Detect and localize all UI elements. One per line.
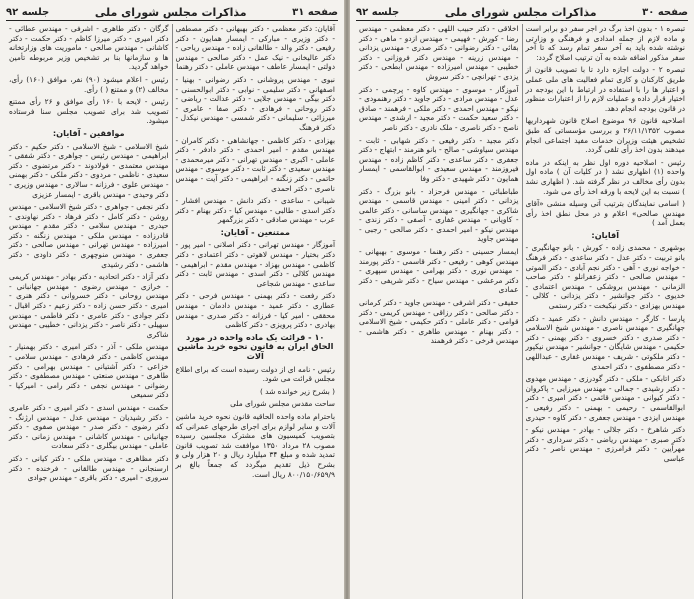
left-page-col-left: [6, 24, 173, 599]
text-paragraph: رئیس - نامه ای از دولت رسیده است که برای اطلاع مجلس قرائت می شود.: [175, 364, 335, 384]
left-page: [0, 0, 344, 599]
section-heading: موافقین - آقایان:: [52, 127, 125, 138]
left-page-number: صفحه ۳۱: [292, 6, 338, 18]
text-paragraph: آموزگار - مهندس تهرانی - دکتر اصلانی - امیر پور - دکتر بختیار - مهندس لاهوتی - دکتر اعتمادی - دکتر کاظمی - مهندس بهزاد - مهندس مقدم - ابراهیمی - مهندس کلالی - دکتر اسدی - مهندس ثابت - دکتر ساعدی - مهندس شجاعی: [175, 240, 335, 288]
text-paragraph: دکتر اتابکی - ملکی - دکتر گودرزی - مهندس مهدوی - دکتر رشیدی - جمالی - مهندس میرزایی - پاکروان - دکتر کیوانی - مهندس قائمی - دکتر امیری - دکتر ابوالقاسمی - رحیمی - بهمنی - دکتر رفیعی - مهندس ایزدی - مهندس جعفری - دکتر کاوه - حیدری: [525, 374, 685, 422]
text-paragraph: ( بشرح زیر خوانده شد ): [259, 386, 335, 396]
text-paragraph: آموزگار - موسوی - مهندس کاوه - پرچمی - دکتر عدل - مهندس مرادی - دکتر جاوید - دکتر رهنمودی - نیکو - مهندس احمدی - دکتر ملکی - فرهمند - صادق - دکتر سعید حکمت - دکتر مجید - ارشدی - مهندس ناصح - دکتر ناصری - ملک نادری - دکتر ناصر: [359, 84, 519, 132]
text-paragraph: اخلاقی - دکتر حبیب اللهی - دکتر معظمی - مهندس رضا - کورش - فهیمی - مهندس ازدو - ماهی - دکتر بقائی - دکتر رضوانی - دکتر صدری - مهندس یزدانی - مهندس زرینه - مهندس دکتر فروزانی - دکتر خطیبی - مهندس امیرزاده - مهندس ابطحی - دکتر یزدی - تهرانچی - دکتر سروش: [359, 24, 519, 81]
right-page-session: جلسه ۹۲: [356, 6, 400, 18]
left-page-columns: [6, 24, 338, 599]
text-paragraph: نبوی - مهندس پروشانی - دکتر رضوانی - بهنیا - اصفهانی - دکتر سلیمی - نوابی - دکتر ابوالحسنی - دکتر بیگی - مهندس جلایی - دکتر عدالت - ریاضی - دکتر روحانی - فرهادی - دکتر صفا - عامری - میرزائی - سلیمانی - دکتر شمسی - مهندس نیکدل - دکتر فرهنگ: [175, 74, 335, 132]
text-paragraph: دکتر رفعت - دکتر بهمنی - مهندس فرحی - دکتر عطاری - دکتر عمید - مهندس دادمان - مهندس محققی - امیر کیا - فرزانه - دکتر صدری - مهندس بهادری - دکتر پرویزی - دکتر کاظمی: [175, 291, 335, 330]
right-page-number: صفحه ۳۰: [642, 6, 688, 18]
text-paragraph: رئیس - اصلاحیه دوره اول نظر به اینکه در ماده واحده (۱) اظهاری نشد ( در کلیات آن ) ماده اول بدون رأی مخالف در نظر گرفته شد. ( اظهاری نشد ) نسبت به این لایحه با ورقه اخذ رأی می شود.: [525, 157, 685, 196]
text-paragraph: آقایان: دکتر معظمی - دکتر بهبهانی - دکتر مصطفی - دکتر وزیری - مبارکی - ایمسار همایون - دکتر رفیعی - دکتر والد - طالقانی زاده - مهندس ریاحی - دکتر عالیخانی - نیک عمل - دکتر صالحی - مهندس دولتی - ایمسار عاطف - مهندس عاملی - دکتر رهنما: [175, 24, 335, 72]
text-paragraph: دکتر شاهرخ - دکتر جلالی - بهادر - مهندس نیکو - دکتر صبری - مهندس ریاضی - دکتر سرداری - دکتر مهرآیین - دکتر فرامرزی - مهندس ناصر - دکتر عباسی: [525, 425, 685, 463]
left-page-header: [6, 4, 338, 21]
text-paragraph: شیخ الاسلامی - شیخ الاسلامی - دکتر حکیم - دکتر ابراهیمی - مهندس رئیس - جواهری - دکتر شفقی - مهندس معتمدی - فولادوند - دکتر مرتضوی - دکتر سعیدی - ناظمی - مردوی - دکتر ملکی - دکتر بهمنی - مهندس علوی - فرزانه - سالاری - مهندس وزیری - دکتر وحیدی - مهندس باقری - ایمسار عزیزی: [9, 141, 169, 199]
section-heading: آقایان:: [591, 229, 620, 240]
section-heading: ۱۰ - قرائت یک ماده واحده در مورد الحاق ایران به قانون نحوه خرید ماشین آلات: [177, 331, 334, 361]
text-paragraph: گرگان - دکتر طاهری - اشرفی - مهندس عطائی - دکتر امیری - دکتر میرزا کاظم - دکتر حکمت - دکتر کاشانی - مهندس صالحی - ماموریت های وزارتخانه ها و سازمانها بنا بر تشخیص وزیر مربوطه تأمین خواهد گردید.: [9, 24, 169, 72]
right-page: [350, 0, 694, 599]
section-heading: ممتنعین - آقایان:: [220, 226, 290, 237]
right-page-col-left: [356, 24, 523, 599]
text-paragraph: شیبانی - ساعدی - دکتر دانش - مهندس افشار - دکتر اسدی - طالبی - مهندس کیا - دکتر بهنام - دکتر عرب - مهندس صادقی - دکتر بزرگمهر: [175, 196, 335, 225]
text-paragraph: دکتر مجید - دکتر رفیعی - دکتر شهابی - ثابت - مهندس سیاوشی - صالح - بانو هنرمند - ابتهاج - دکتر جعفری - دکتر ساعدی - دکتر کاظم زاده - مهندس فیروزمند - مهندس سعیدی - ابوالقاسمی - ایمسار همایون - دکتر شهیدی - دکتر وفا: [359, 135, 519, 183]
text-paragraph: دکتر آزاد - دکتر اتحادیه - دکتر بهادر - مهندس کریمی - خرازی - مهندس رضوی - مهندس جهانبانی - مهندس روحانی - دکتر خسروانی - دکتر هنری - امیری - دکتر حسن زاده - دکتر زعیم - دکتر اقبال - دکتر جوادی - دکتر عامری - دکتر فاطمی - مهندس سهیلی - دکتر ناصر - دکتر یزدانی - خطیبی - مهندس شاکری: [9, 272, 169, 339]
right-page-col-right: [523, 24, 689, 599]
text-paragraph: بهزادی - دکتر کاظمی - جهانشاهی - دکتر کامران - مهندس مقدم - امیر احمدی - دکتر دادفر - دکتر عاملی - اکبری - مهندس تهرانی - دکتر میرمحمدی - مهندس سعیدی - دکتر ثابت - دکتر موسوی - مهندس حاتمی - دکتر زنگنه - ابراهیمی - دکتر آیت - مهندس ناصری - دکتر احمدی: [175, 135, 335, 193]
text-paragraph: دکتر مظاهری - مهندس ملکی - دکتر کیانی - دکتر ارسنجانی - مهندس طالقانی - فرخنده - دکتر سروری - امیری - دکتر باقری - مهندس جوادی: [9, 453, 169, 483]
right-page-header: [356, 4, 688, 21]
left-page-session: جلسه ۹۲: [6, 6, 50, 18]
left-page-title: مذاکرات مجلس شورای ملی: [94, 5, 247, 19]
text-paragraph: رئیس - لایحه با ۱۶۰ رأی موافق و ۲۶ رأی ممتنع تصویب شد برای تصویب مجلس سنا فرستاده میشود.: [9, 97, 169, 126]
right-page-columns: [356, 24, 688, 599]
text-paragraph: ایمسار حسینی - دکتر رهنما - موسوی - بهبهانی - مهندس کوهی - رفیعی - دکتر قاسمی - دکتر پورمند - مهندس نوری - دکتر بهرامی - مهندس سپهری - دکتر مرعشی - مهندس سیاح - دکتر شریفی - دکتر عمادی: [359, 247, 519, 295]
text-paragraph: رئیس - اعلام میشود (۹۰) نفر، موافق (۱۶۰) رأی، مخالف (۲) و ممتنع ( ) رأی.: [9, 74, 169, 94]
text-paragraph: اصلاحیه قانون ۹۶ موضوع اصلاح قانون شهرداریها مصوب ۲۶/۱۱/۱۳۵۲ و بررسی مؤسساتی که طبق تشخیص هیئت وزیران خدمات مفید اجتماعی انجام میدهند بدون اخذ رأی تلقی گردد.: [525, 116, 685, 155]
right-page-title: مذاکرات مجلس شورای ملی: [444, 5, 597, 19]
text-paragraph: تبصره ۱ - بدون اخذ برگ در اجر سفر دو برابر است و ماده لازم از جمله امدادی و فرهنگی و وزارتی نوشته شده باید به آخر سفر تمام رسد که تا آخر سفر مذکور اضافه شده به آن ترتیب اصلاح گردد:: [525, 24, 685, 62]
text-paragraph: پارسا - کارگر - مهندس دانش - دکتر عمید - دکتر جهانگیری - مهندس ناصری - مهندس شیخ الاسلامی - دکتر صدری - دکتر خسروی - دکتر بهمنی - دکتر حکیمی - مهندس شایگان - جوانشیر - مهندس نیکپور - دکتر ملکوتی - شریف - مهندس غفاری - عبداللهی - دکتر مصطفوی - دکتر احمدی: [525, 313, 685, 371]
text-paragraph: تبصره ۲ - دولت اجازه دارد تا با تصویب قانون از طریق کارکنان و کاری تمام فعالیت های ملی عملی و اعتبار ها را با استفاده در ارتباط با این بودجه در اختیار قرار داده و عملیات لازم را از اعتبارات منظور در قانون بودجه انجام دهد.: [525, 65, 686, 113]
left-page-col-right: [173, 24, 339, 599]
text-paragraph: حکمت - مهندس اسدی - دکتر امیری - دکتر عامری - دکتر رشیدیان - مهندس عدل - مهندس ارژنگ - دکتر رضوی - دکتر صدر - مهندس صفوی - دکتر جهانبانی - مهندس کاشانی - مهندس زمانی - دکتر عاملی - مهندس بیگلری - دکتر سعادت: [9, 402, 169, 451]
text-paragraph: طباطبائی - مهندس فرحزاد - بانو بزرگ - دکتر یزدانی - دکتر امینی - مهندس قاسمی - مهندس شاکری - جهانگیری - مهندس ساسانی - دکتر عالمی - کاویانی - مهندس غفاری - آصفی - دکتر زندی - مهندس نیکو - امیر احمدی - دکتر صالحی - رجبی - مهندس جاوید: [359, 186, 519, 244]
text-paragraph: ( اسامی نمایندگان بترتیب آتی وسیله منشی «آقای مهندس صالحی» اعلام و در محل نطق اخذ رأی بعمل آمد ): [525, 199, 685, 228]
text-paragraph: ساحت مقدس مجلس شورای ملی: [230, 399, 335, 409]
text-paragraph: حقیقی - دکتر اشرفی - مهندس جاوید - دکتر کرمانی - دکتر صالحی - دکتر رزاقی - مهندس کریمی - دکتر قوامی - دکتر عاملی - دکتر حکیمی - شیخ الاسلامی - دکتر بهنام - مهندس طاهری - دکتر هاشمی - مهندس فرخی - دکتر فرهمند: [359, 298, 519, 346]
text-paragraph: مهندس ملکی - آذر - دکتر امیری - دکتر بهمنیار - مهندس کاظمی - دکتر فرهادی - مهندس سلامی - خزاعی - دکتر آشتیانی - مهندس بهرامی - دکتر طاهری - مهندس صنعتی - مهندس مصطفوی - دکتر رضوانی - مهندس نجفی - دکتر رامی - امیرکیا - دکتر سمیعی: [9, 342, 169, 400]
text-paragraph: باحترام ماده واحده الحاقیه قانون نحوه خرید ماشین آلات و سایر لوازم برای اجرای طرحهای عمرانی که بتصویب کمیسیون های مشترک مجلسین رسیده مصوب ۲۸ مرداد ۱۳۵۰ موافقت شد تصویب قانون تمدید شده و مبلغ ۳۴ میلیارد ریال و ۲۰ هزار ولی و بشرح ذیل تقدیم میگردد که جمعاً بالغ بر ۸۰۰/۱۵۰/۶۵۹/۹ ریال است.: [175, 411, 336, 479]
text-paragraph: دکتر نجفی - جواهری - دکتر شیخ الاسلامی - مهندس روشن - دکتر کامل - دکتر فرهاد - دکتر نهاوندی - حیدری - مهندس سلامی - دکتر مقدم - مهندس قادرزاده - مهندس ملکی - مهندس زنگنه - دکتر امیرزاده - مهندس تهرانی - مهندس صالحی - دکتر جعفری - مهندس منوچهری - دکتر داودی - دکتر هاشمی - دکتر رشیدی: [9, 202, 169, 269]
text-paragraph: بوشهری - محمدی زاده - کورش - بانو جهانگیری - بانو تربیت - دکتر عدل - دکتر ساعدی - دکتر فرهنگ - خواجه نوری - آهی - دکتر نجم آبادی - دکتر الموتی - مهندس صالحی - دکتر زعفرانلو - دکتر صاحب الزمانی - مهندس بروشکی - مهندس اعتمادی - خدیوی - دکتر جوانشیر - دکتر یزدانی - کلالی - مهندس بهزادی - دکتر نیکبخت - دکتر رستمی: [525, 243, 685, 311]
